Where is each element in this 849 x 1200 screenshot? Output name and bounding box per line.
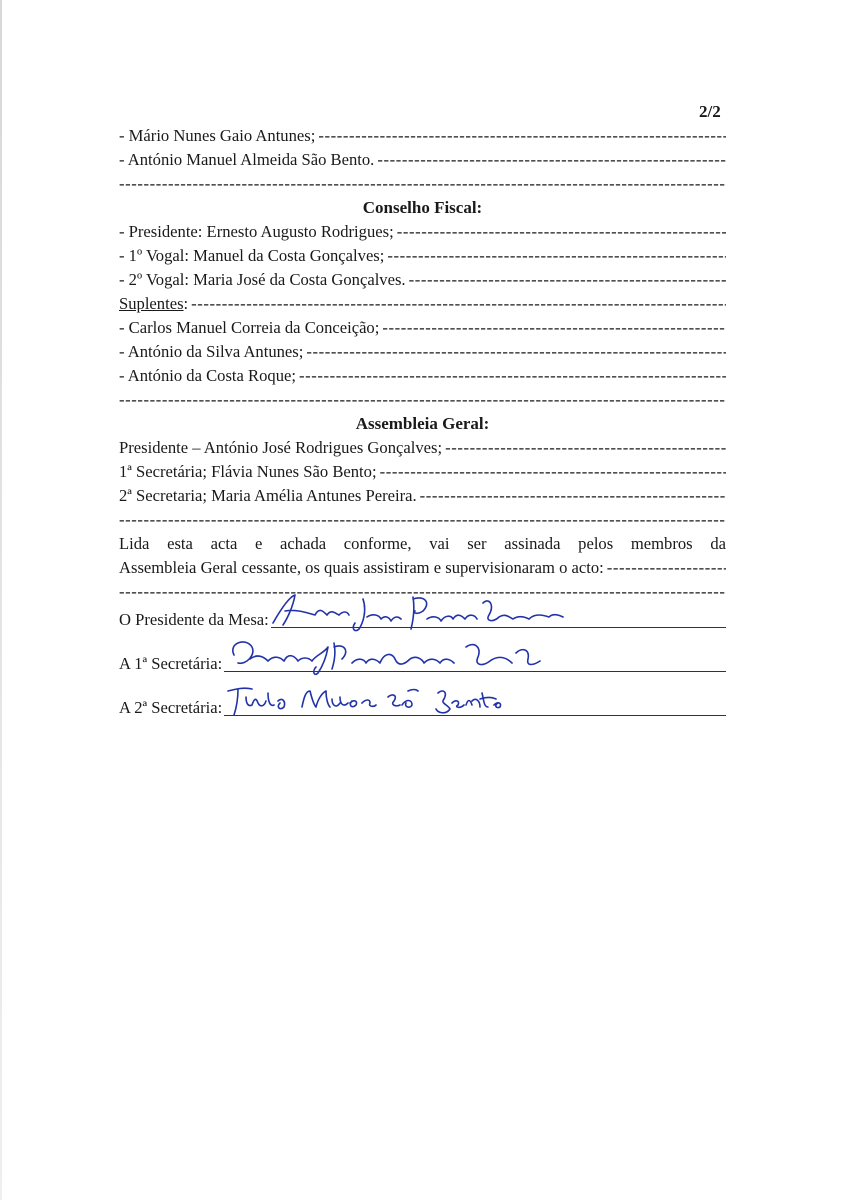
signature-line: [224, 715, 726, 716]
signature-row-presidente: [119, 604, 726, 634]
assembleia-geral-heading: Assembleia Geral:: [355, 414, 490, 433]
document-body: [119, 124, 726, 722]
dash-filler: [191, 292, 726, 316]
separator-line: [119, 388, 726, 412]
assembleia-member-line: [119, 460, 726, 484]
signature-label: O Presidente da Mesa:: [119, 610, 269, 629]
conselho-fiscal-heading: Conselho Fiscal:: [362, 198, 483, 217]
conselho-fiscal-member: - Presidente: Ernesto Augusto Rodrigues;: [119, 222, 394, 241]
dash-filler: [397, 220, 726, 244]
conselho-fiscal-member: - 1º Vogal: Manuel da Costa Gonçalves;: [119, 246, 385, 265]
dash-filler: [382, 316, 726, 340]
signature-row-secretaria-1: [119, 634, 726, 678]
closing-paragraph-line: [119, 556, 726, 580]
suplentes-label-wrap: Suplentes:: [119, 294, 189, 313]
suplentes-line: [119, 292, 726, 316]
separator-line: [119, 508, 726, 532]
suplente-line: [119, 364, 726, 388]
dash-filler: [377, 148, 726, 172]
dash-filler: [607, 556, 726, 580]
conselho-fiscal-member-line: [119, 268, 726, 292]
direcao-member: - Mário Nunes Gaio Antunes;: [119, 126, 316, 145]
dash-filler: [306, 340, 726, 364]
dash-filler: [299, 364, 726, 388]
direcao-member-line: [119, 148, 726, 172]
signature-line: [271, 627, 726, 628]
page-number: 2/2: [699, 102, 721, 121]
suplente-line: [119, 316, 726, 340]
suplente-line: [119, 340, 726, 364]
suplente-member: - António da Costa Roque;: [119, 366, 296, 385]
dash-filler: [409, 268, 726, 292]
closing-paragraph-text: Lida esta acta e achada conforme, vai ser assinada pelos membros da: [119, 534, 726, 553]
suplente-member: - António da Silva Antunes;: [119, 342, 304, 361]
dash-filler: [119, 388, 726, 412]
dash-filler: [119, 508, 726, 532]
signature-presidente-ink: [263, 589, 583, 639]
assembleia-member-line: [119, 484, 726, 508]
signature-secretaria-2-ink: [216, 677, 516, 727]
dash-filler: [119, 172, 726, 196]
signature-line: [224, 671, 726, 672]
assembleia-member-line: [119, 436, 726, 460]
direcao-member: - António Manuel Almeida São Bento.: [119, 150, 375, 169]
assembleia-member: Presidente – António José Rodrigues Gonçalves;: [119, 438, 443, 457]
signature-secretaria-1-ink: [216, 633, 596, 683]
dash-filler: [380, 460, 726, 484]
signature-row-secretaria-2: [119, 678, 726, 722]
conselho-fiscal-member-line: [119, 220, 726, 244]
signature-label: A 2ª Secretária:: [119, 698, 223, 717]
conselho-fiscal-member: - 2º Vogal: Maria José da Costa Gonçalves.: [119, 270, 406, 289]
conselho-fiscal-member-line: [119, 244, 726, 268]
signature-label: A 1ª Secretária:: [119, 654, 223, 673]
suplente-member: - Carlos Manuel Correia da Conceição;: [119, 318, 380, 337]
suplentes-label: Suplentes: [119, 294, 184, 313]
assembleia-member: 1ª Secretária; Flávia Nunes São Bento;: [119, 462, 377, 481]
dash-filler: [445, 436, 726, 460]
closing-paragraph-line: [119, 532, 726, 556]
dash-filler: [318, 124, 726, 148]
closing-paragraph-text: Assembleia Geral cessante, os quais assistiram e supervisionaram o acto:: [119, 558, 604, 577]
page-edge: [0, 0, 2, 1200]
dash-filler: [420, 484, 726, 508]
dash-filler: [387, 244, 726, 268]
direcao-member-line: [119, 124, 726, 148]
separator-line: [119, 172, 726, 196]
assembleia-member: 2ª Secretaria; Maria Amélia Antunes Pereira.: [119, 486, 417, 505]
